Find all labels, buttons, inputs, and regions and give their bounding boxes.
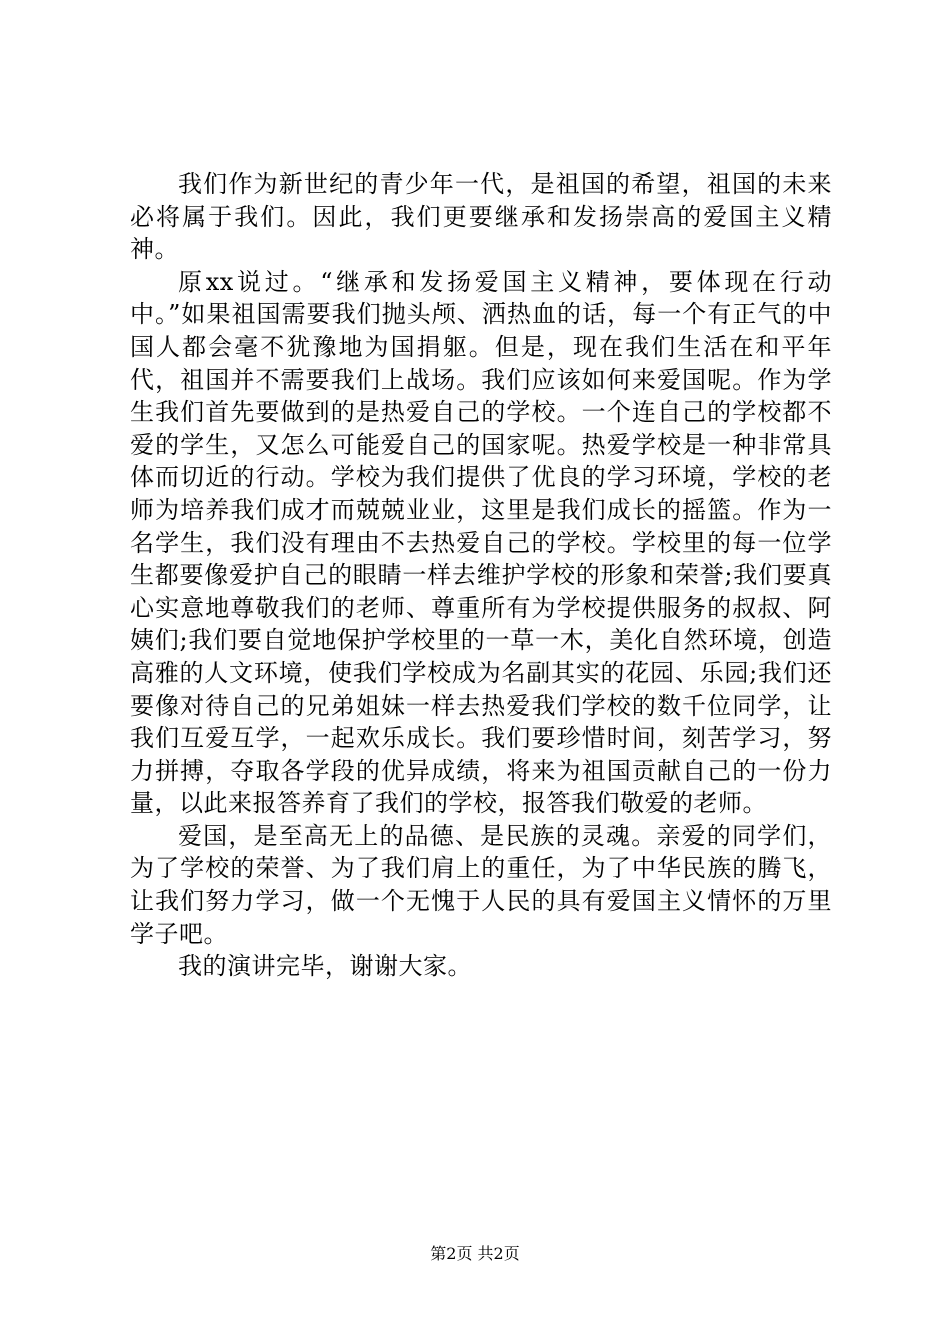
- paragraph-1: 我们作为新世纪的青少年一代，是祖国的希望，祖国的未来必将属于我们。因此，我们更要继承和发扬崇高的爱国主义精神。: [130, 170, 832, 264]
- paragraph-3: 爱国，是至高无上的品德、是民族的灵魂。亲爱的同学们，为了学校的荣誉、为了我们肩上的重任，为了中华民族的腾飞，让我们努力学习，做一个无愧于人民的具有爱国主义情怀的万里学子吧。: [130, 821, 832, 948]
- document-body: [130, 168, 832, 983]
- paragraph-2: 原xx说过。“继承和发扬爱国主义精神，要体现在行动中。”如果祖国需要我们抛头颅、洒热血的话，每一个有正气的中国人都会毫不犹豫地为国捐躯。但是，现在我们生活在和平年代，祖国并不需要我们上战场。我们应该如何来爱国呢。作为学生我们首先要做到的是热爱自己的学校。一个连自己的学校都不爱的学生，又怎么可能爱自己的国家呢。热爱学校是一种非常具体而切近的行动。学校为我们提供了优良的学习环境，学校的老师为培养我们成才而兢兢业业，这里是我们成长的摇篮。作为一名学生，我们没有理由不去热爱自己的学校。学校里的每一位学生都要像爱护自己的眼睛一样去维护学校的形象和荣誉;我们要真心实意地尊敬我们的老师、尊重所有为学校提供服务的叔叔、阿姨们;我们要自觉地保护学校里的一草一木，美化自然环境，创造高雅的人文环境，使我们学校成为名副其实的花园、乐园;我们还要像对待自己的兄弟姐妹一样去热爱我们学校的数千位同学，让我们互爱互学，一起欢乐成长。我们要珍惜时间，刻苦学习，努力拼搏，夺取各学段的优异成绩，将来为祖国贡献自己的一份力量，以此来报答养育了我们的学校，报答我们敬爱的老师。: [130, 267, 832, 818]
- paragraph-4: 我的演讲完毕，谢谢大家。: [178, 952, 472, 981]
- page-footer: 第2页 共2页: [430, 1244, 520, 1263]
